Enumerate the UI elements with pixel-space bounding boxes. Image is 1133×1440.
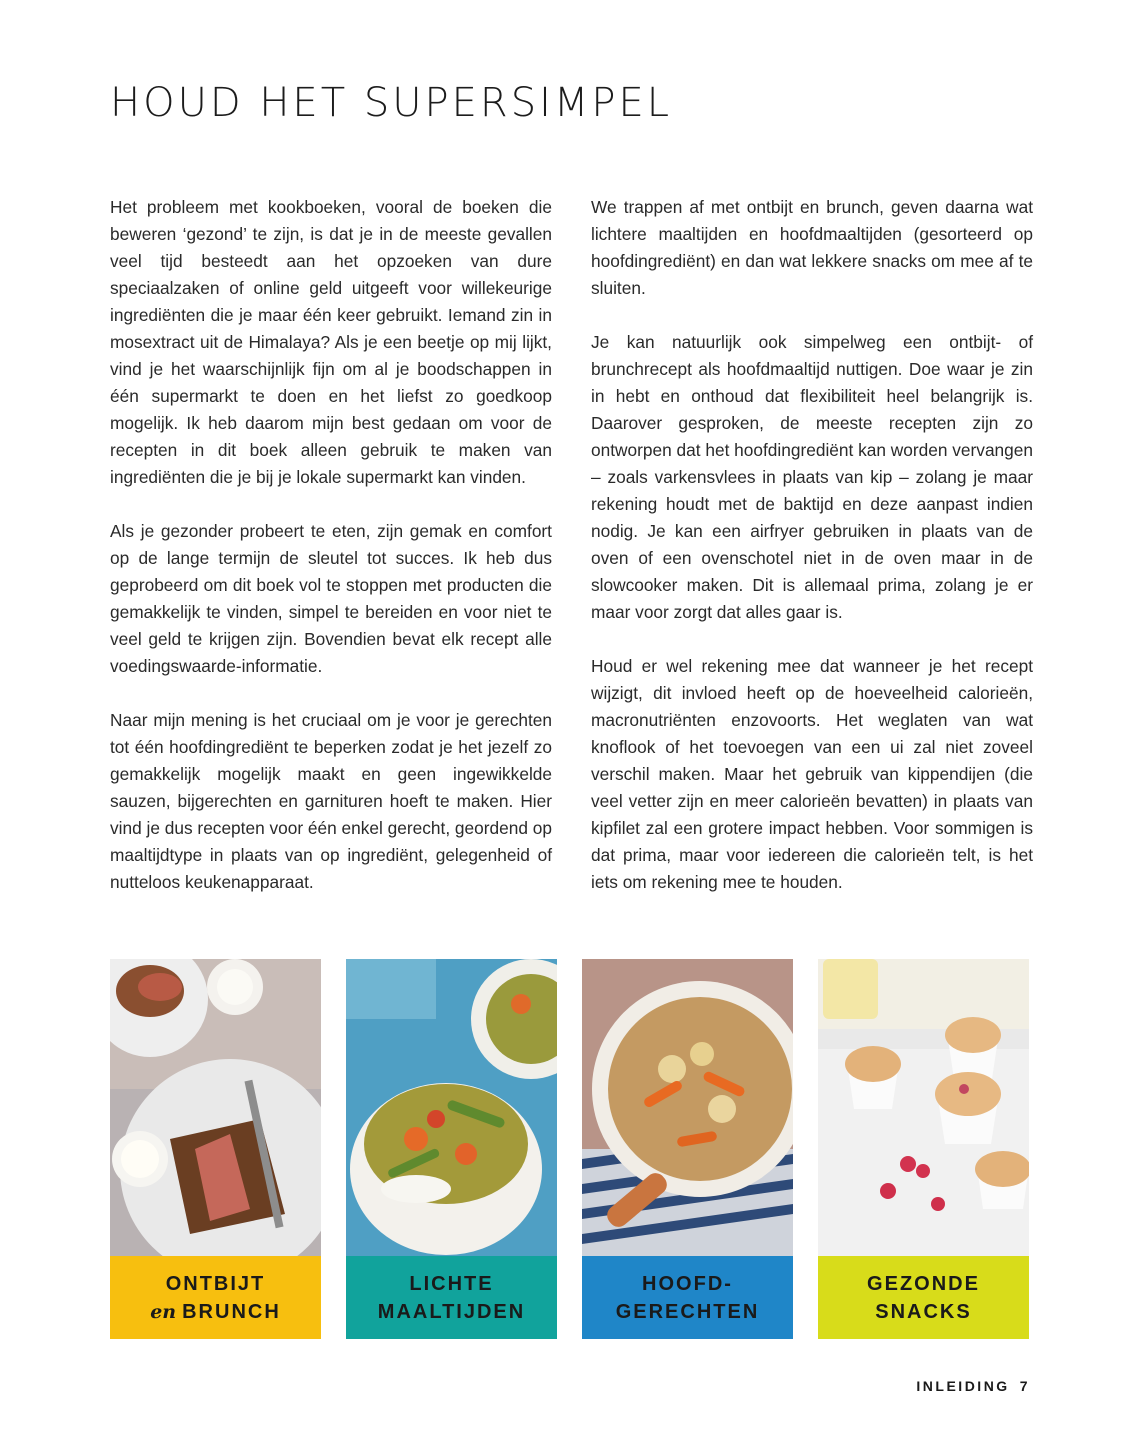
paragraph: Als je gezonder probeert te eten, zijn gemak en comfort op de lange termijn de sleutel tot succes. Ik heb dus geprobeerd om dit boek vol te stoppen met producten die gemakkelijk te vinden, simpel te bereiden en voor niet te veel geld te krijgen zijn. Bovendien bevat elk recept alle voedingswaarde-informatie.	[110, 521, 552, 676]
paragraph: Houd er wel rekening mee dat wanneer je het recept wijzigt, dit invloed heeft op de hoeveelheid calorieën, macronutriënten enzovoorts. Het weglaten van wat knoflook of het toevoegen van een ui zal niet zoveel verschil maken. Maar het gebruik van kippendijen (die veel vetter zijn en meer calorieën bevatten) in plaats van kipfilet zal een grotere impact hebben. Voor sommigen is dat prima, maar voor iedereen die calorieën telt, is het iets om rekening mee te houden.	[591, 656, 1033, 892]
category-label-script: en	[150, 1300, 177, 1323]
category-label-line2	[150, 1298, 281, 1326]
category-card-main-dishes[interactable]	[582, 959, 793, 1339]
category-label-line2: MAALTIJDEN	[377, 1300, 526, 1323]
paragraph: Het probleem met kookboeken, vooral de boeken die beweren ‘gezond’ te zijn, is dat je in de meeste gevallen veel tijd besteedt aan het opzoeken van dure speciaalzaken of online geld uitgeeft voor willekeurige ingrediënten die je maar één keer gebruikt. Iemand zin in mosextract uit de Himalaya? Als je een beetje op mij lijkt, vind je het waarschijnlijk fijn om al je boodschappen in één supermarkt te doen en het liefst zo goedkoop mogelijk. Ik heb daarom mijn best gedaan om voor de recepten in dit boek alleen gebruik te maken van ingrediënten die je bij je lokale supermarkt kan vinden.	[110, 197, 552, 487]
light-meals-photo	[346, 959, 557, 1256]
category-card-breakfast[interactable]	[110, 959, 321, 1339]
snacks-photo	[818, 959, 1029, 1256]
category-label	[582, 1256, 793, 1339]
paragraph: Naar mijn mening is het cruciaal om je voor je gerechten tot één hoofdingrediënt te beperken zodat je het jezelf zo gemakkelijk mogelijk maakt en geen ingewikkelde sauzen, bijgerechten en garnituren hoeft te maken. Hier vind je dus recepten voor één enkel gerecht, geordend op maaltijdtype in plaats van op ingrediënt, gelegenheid of nutteloos keukenapparaat.	[110, 710, 552, 892]
category-label-line1: GEZONDE	[867, 1272, 980, 1295]
paragraph: We trappen af met ontbijt en brunch, geven daarna wat lichtere maaltijden en hoofdmaaltijden (gesorteerd op hoofdingrediënt) en dan wat lekkere snacks om mee af te sluiten.	[591, 197, 1033, 298]
page-number: 7	[1019, 1378, 1030, 1394]
left-text-column	[110, 194, 552, 923]
right-text-column	[591, 194, 1033, 923]
section-name: INLEIDING	[916, 1378, 1010, 1394]
category-label	[346, 1256, 557, 1339]
breakfast-photo	[110, 959, 321, 1256]
category-label	[110, 1256, 321, 1339]
category-card-snacks[interactable]	[818, 959, 1029, 1339]
category-label-line1: HOOFD-	[642, 1272, 733, 1295]
category-label-line1: ONTBIJT	[165, 1272, 266, 1295]
category-cards	[110, 959, 1029, 1339]
category-label-line2-text: BRUNCH	[182, 1300, 281, 1323]
page-title: HOUD HET SUPERSIMPEL	[110, 80, 673, 126]
page-footer	[916, 1378, 1030, 1394]
category-label-line2: SNACKS	[875, 1300, 972, 1323]
category-label-line2: GERECHTEN	[615, 1300, 760, 1323]
category-card-light-meals[interactable]	[346, 959, 557, 1339]
category-label-line1: LICHTE	[409, 1272, 494, 1295]
main-dishes-photo	[582, 959, 793, 1256]
category-label	[818, 1256, 1029, 1339]
paragraph: Je kan natuurlijk ook simpelweg een ontbijt- of brunchrecept als hoofdmaaltijd nuttigen. Doe waar je zin in hebt en onthoud dat flexibiliteit heel belangrijk is. Daarover gesproken, de meeste recepten zijn zo ontworpen dat het hoofdingrediënt kan worden vervangen – zoals varkensvlees in plaats van kip – zolang je maar rekening houdt met de baktijd en deze aanpast indien nodig. Je kan een airfryer gebruiken in plaats van de oven of een ovenschotel niet in de oven maar in de slowcooker maken. Dit is allemaal prima, zolang je er maar voor zorgt dat alles gaar is.	[591, 332, 1033, 622]
